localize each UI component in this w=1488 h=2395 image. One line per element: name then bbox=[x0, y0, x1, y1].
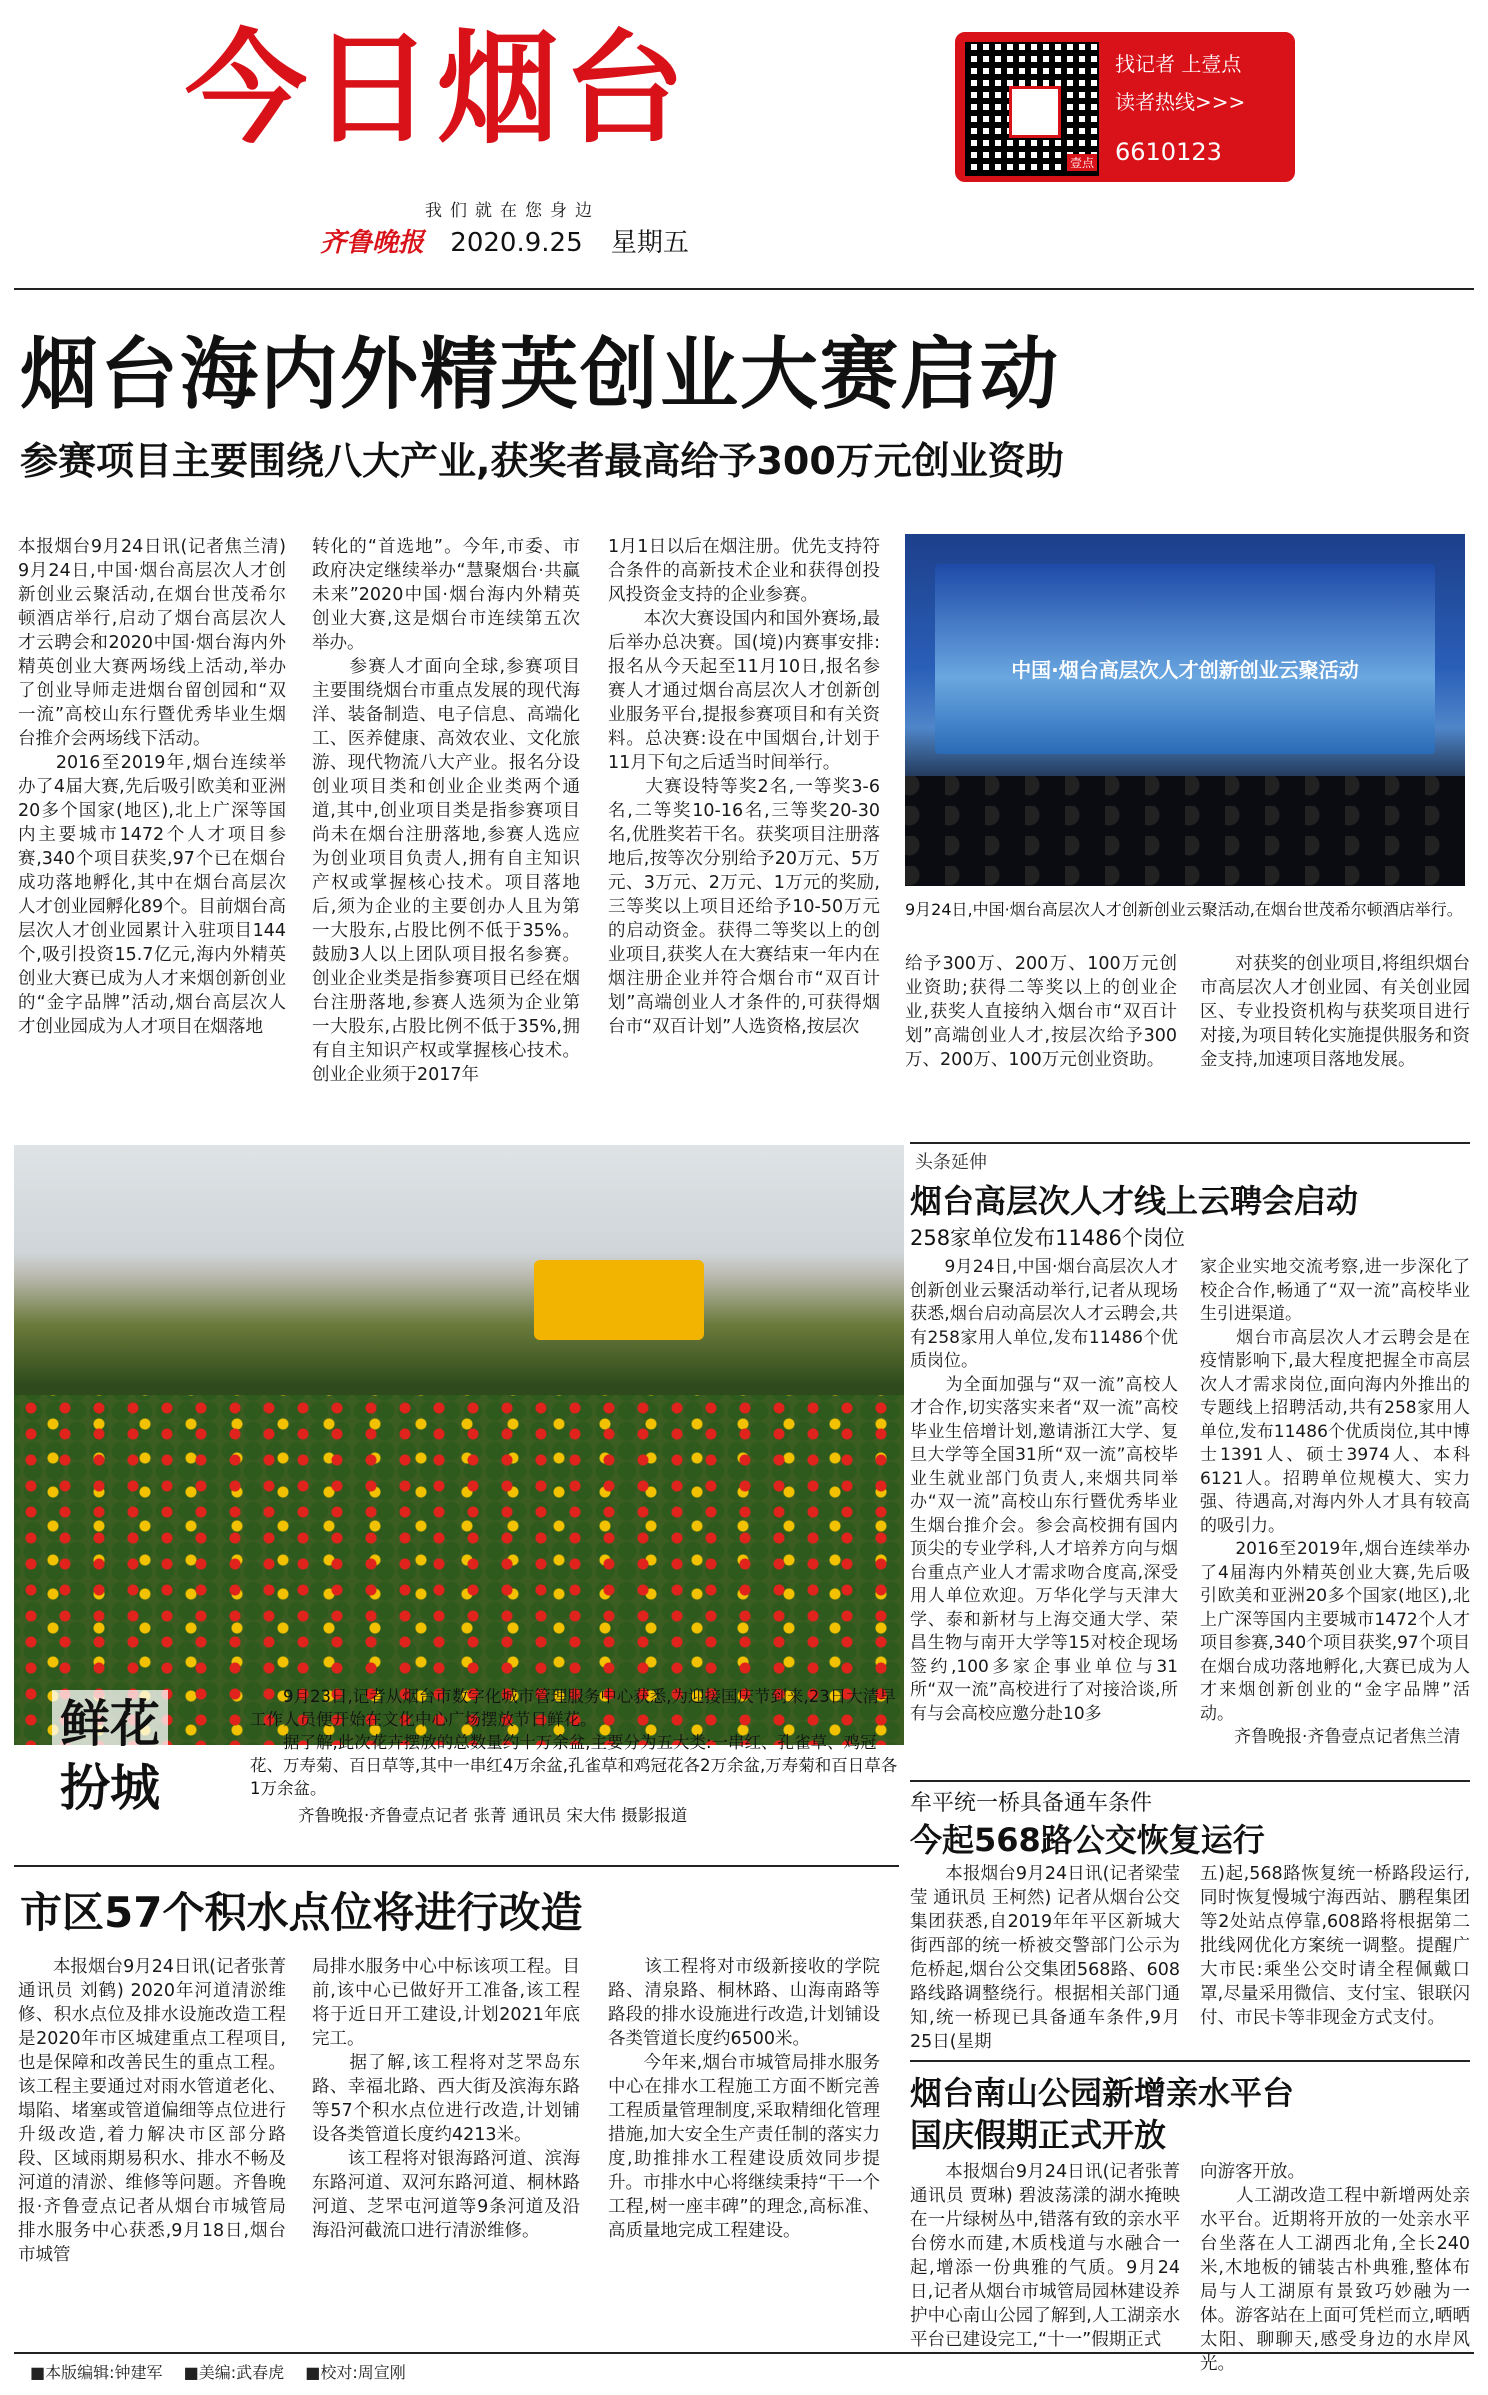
flowers-photo bbox=[14, 1145, 904, 1745]
talent-col-2: 家企业实地交流考察,进一步深化了校企合作,畅通了“双一流”高校毕业生引进渠道。 烟台市高层次人才云聘会是在疫情影响下,最大程度把握全市高层次人才需求岗位,面向海内外推出的专题线上招聘活动,共有258家用人单位,发布11486个优质岗位,其中博士1391人、硕士3974人、本科6121人。招聘单位规模大、实力强、待遇高,对海内外人才具有较高的吸引力。 2016至2019年,烟台连续举办了4届海内外精英创业大赛,先后吸引欧美和亚洲20多个国家(地区),北上广深等国内主要城市1472个人才项目参赛,340个项目获奖,97个项目在烟台成功落地孵化,大赛已成为人才来烟创新创业的“金字品牌”活动。 齐鲁晚报·齐鲁壹点记者焦兰清 bbox=[1200, 1257, 1470, 1747]
park-divider bbox=[910, 2060, 1470, 2062]
issue-weekday: 星期五 bbox=[610, 228, 689, 258]
talent-subtitle: 258家单位发布11486个岗位 bbox=[910, 1226, 1185, 1250]
conference-photo bbox=[905, 534, 1465, 886]
bus-col-2: 五)起,568路恢复统一桥路段运行,同时恢复慢城宁海西站、鹏程集团等2处站点停靠,608路将根据第二批线网优化方案统一调整。提醒广大市民:乘坐公交时请全程佩戴口罩,尽量采用微信、支付宝、银联闪付、市民卡等非现金方式支付。 bbox=[1200, 1864, 1470, 2028]
flowers-label-line-2: 扮城 bbox=[60, 1759, 160, 1817]
lead-col-1: 本报烟台9月24日讯(记者焦兰清) 9月24日,中国·烟台高层次人才创新创业云聚活动,在烟台世茂希尔顿酒店举行,启动了烟台高层次人才云聘会和2020中国·烟台海内外精英创业大赛两场线上活动,举办了创业导师走进烟台留创园和“双一流”高校山东行暨优秀毕业生烟台推介会两场线下活动。 2016至2019年,烟台连续举办了4届大赛,先后吸引欧美和亚洲20多个国家(地区),北上广深等国内主要城市1472个人才项目参赛,340个项目获奖,97个已在烟台成功落地孵化,其中在烟台高层次人才创业园孵化89个。目前烟台高层次人才创业园累计入驻项目144个,吸引投资15.7亿元,海内外精英创业大赛已成为人才来烟创新创业的“金字品牌”活动,烟台高层次人才创业园成为人才项目在烟落地 bbox=[18, 537, 286, 1037]
water-divider bbox=[14, 1865, 899, 1867]
flowers-credit: 齐鲁晚报·齐鲁壹点记者 张菁 通讯员 宋大伟 摄影报道 bbox=[298, 1806, 688, 1825]
bus-col-1: 本报烟台9月24日讯(记者梁莹莹 通讯员 王柯然) 记者从烟台公交集团获悉,自2019年年平区新城大街西部的统一桥被交警部门公示为危桥起,烟台公交集团568路、608路线路调整绕行。根据相关部门通知,统一桥现已具备通车条件,9月25日(星期 bbox=[910, 1864, 1180, 2052]
qr-line-1: 找记者 上壹点 bbox=[1115, 52, 1242, 76]
footer-editor: ■本版编辑:钟建军 bbox=[30, 2363, 163, 2382]
talent-divider bbox=[910, 1142, 1470, 1144]
bus-kicker: 牟平统一桥具备通车条件 bbox=[910, 1791, 1153, 1816]
footer-divider bbox=[14, 2352, 1474, 2354]
lead-col-2: 转化的“首选地”。今年,市委、市政府决定继续举办“慧聚烟台·共赢未来”2020中国·烟台海内外精英创业大赛,这是烟台市连续第五次举办。 参赛人才面向全球,参赛项目主要围绕烟台市重点发展的现代海洋、装备制造、电子信息、高端化工、医养健康、高效农业、文化旅游、现代物流八大产业。报名分设创业项目类和创业企业类两个通道,其中,创业项目类是指参赛项目尚未在烟台注册落地,参赛人选应为创业项目负责人,拥有自主知识产权或掌握核心技术。项目落地后,须为企业的主要创办人且为第一大股东,占股比例不低于35%。鼓励3人以上团队项目报名参赛。创业企业类是指参赛项目已经在烟台注册落地,参赛人选须为企业第一大股东,占股比例不低于35%,拥有自主知识产权或掌握核心技术。创业企业须于2017年 bbox=[312, 537, 580, 1085]
conference-caption: 9月24日,中国·烟台高层次人才创新创业云聚活动,在烟台世茂希尔顿酒店举行。 bbox=[905, 900, 1463, 919]
flowers-label-line-1: 鲜花 bbox=[60, 1695, 160, 1753]
footer bbox=[30, 2360, 406, 2383]
park-col-1: 本报烟台9月24日讯(记者张菁 通讯员 贾琳) 碧波荡漾的湖水掩映在一片绿树丛中,错落有致的亲水平台傍水而建,木质栈道与水融合一起,增添一份典雅的气质。9月24日,记者从烟台市城管局园林建设养护中心南山公园了解到,人工湖亲水平台已建设完工,“十一”假期正式 bbox=[910, 2162, 1180, 2350]
qr-box[interactable] bbox=[955, 32, 1295, 182]
talent-title: 烟台高层次人才线上云聘会启动 bbox=[910, 1182, 1359, 1220]
audience bbox=[905, 776, 1465, 886]
water-title: 市区57个积水点位将进行改造 bbox=[20, 1888, 583, 1937]
bus-divider bbox=[910, 1780, 1470, 1782]
slogan: 我们就在您身边 bbox=[425, 201, 600, 221]
lead-col-5: 对获奖的创业项目,将组织烟台市高层次人才创业园、有关创业园区、专业投资机构与获奖项目进行对接,为项目转化实施提供服务和资金支持,加速项目落地发展。 bbox=[1200, 954, 1470, 1070]
flowers-caption bbox=[250, 1685, 900, 1827]
hotline-number: 6610123 bbox=[1115, 138, 1222, 166]
truck bbox=[534, 1260, 704, 1340]
issue-date: 2020.9.25 bbox=[450, 228, 583, 258]
talent-col-1: 9月24日,中国·烟台高层次人才创新创业云聚活动举行,记者从现场获悉,烟台启动高层次人才云聘会,共有258家用人单位,发布11486个优质岗位。 为全面加强与“双一流”高校人才合作,切实落实来者“双一流”高校毕业生倍增计划,邀请浙江大学、复旦大学等全国31所“双一流”高校毕业生就业部门负责人,来烟共同举办“双一流”高校山东行暨优秀毕业生烟台推介会。参会高校拥有国内顶尖的专业学科,人才培养方向与烟台重点产业人才需求吻合度高,深受用人单位欢迎。万华化学与天津大学、泰和新材与上海交通大学、荣昌生物与南开大学等15对校企现场签约,100多家企事业单位与31所“双一流”高校进行了对接洽谈,所有与会高校应邀分赴10多 bbox=[910, 1257, 1178, 1724]
qr-line-2: 读者热线>>> bbox=[1115, 90, 1246, 114]
footer-proof: ■校对:周宣刚 bbox=[305, 2363, 406, 2382]
water-col-2: 局排水服务中心中标该项工程。目前,该中心已做好开工准备,该工程将于近日开工建设,计划2021年底完工。 据了解,该工程将对芝罘岛东路、幸福北路、西大街及滨海东路等57个积水点位进行改造,计划铺设各类管道长度约4213米。 该工程将对银海路河道、滨海东路河道、双河东路河道、桐林路河道、芝罘屯河道等9条河道及沿海沿河截流口进行清淤维修。 bbox=[312, 1957, 580, 2241]
masthead-title: 今日烟台 bbox=[185, 18, 689, 160]
park-title-line-2: 国庆假期正式开放 bbox=[910, 2116, 1167, 2154]
flowers-caption-text: 9月23日,记者从烟台市数字化城市管理服务中心获悉,为迎接国庆节到来,23日大清早工作人员便开始在文化中心广场摆放节日鲜花。 据了解,此次花卉摆放的总数量约十万余盆,主要分为五大类:一串红、孔雀草、鸡冠花、万寿菊、百日草等,其中一串红4万余盆,孔雀草和鸡冠花各2万余盆,万寿菊和百日草各1万余盆。 bbox=[250, 1687, 898, 1798]
water-col-3: 该工程将对市级新接收的学院路、清泉路、桐林路、山海南路等路段的排水设施进行改造,计划铺设各类管道长度约6500米。 今年来,烟台市城管局排水服务中心在排水工程施工方面不断完善工程质量管理制度,采取精细化管理措施,加大安全生产责任制的落实力度,助推排水工程建设质效同步提升。市排水中心将继续秉持“干一个工程,树一座丰碑”的理念,高标准、高质量地完成工程建设。 bbox=[608, 1957, 880, 2241]
screen-title: 中国·烟台高层次人才创新创业云聚活动 bbox=[1011, 658, 1359, 682]
footer-designer: ■美编:武春虎 bbox=[183, 2363, 285, 2382]
qr-brand: 壹点 bbox=[1067, 154, 1097, 171]
park-col-2: 向游客开放。 人工湖改造工程中新增两处亲水平台。近期将开放的一处亲水平台坐落在人工湖西北角,全长240米,木地板的铺装古朴典雅,整体布局与人工湖原有景致巧妙融为一体。游客站在上面可凭栏而立,晒晒太阳、聊聊天,感受身边的水岸风光。 bbox=[1200, 2162, 1470, 2374]
lead-col-3: 1月1日以后在烟注册。优先支持符合条件的高新技术企业和获得创投风投资金支持的企业参赛。 本次大赛设国内和国外赛场,最后举办总决赛。国(境)内赛事安排:报名从今天起至11月10日,报名参赛人才通过烟台高层次人才创新创业服务平台,提报参赛项目和有关资料。总决赛:设在中国烟台,计划于11月下旬之后适当时间举行。 大赛设特等奖2名,一等奖3-6名,二等奖10-16名,三等奖20-30名,优胜奖若干名。获奖项目注册落地后,按等次分别给予20万元、5万元、3万元、2万元、1万元的奖励,三等奖以上项目还给予10-50万元的启动资金。获得二等奖以上的创业项目,获奖人在大赛结束一年内在烟注册企业并符合烟台市“双百计划”高端创业人才条件的,可获得烟台市“双百计划”人选资格,按层次 bbox=[608, 537, 880, 1037]
lead-col-4: 给予300万、200万、100万元创业资助;获得二等奖以上的创业企业,获奖人直接纳入烟台市“双百计划”高端创业人才,按层次给予300万、200万、100万元创业资助。 bbox=[905, 954, 1177, 1070]
water-col-1: 本报烟台9月24日讯(记者张菁 通讯员 刘鹤) 2020年河道清淤维修、积水点位及排水设施改造工程是2020年市区城建重点工程项目,也是保障和改善民生的重点工程。该工程主要通过对雨水管道老化、塌陷、堵塞或管道偏细等点位进行升级改造,着力解决市区部分路段、区域雨期易积水、排水不畅及河道的清淤、维修等问题。齐鲁晚报·齐鲁壹点记者从烟台市城管局排水服务中心获悉,9月18日,烟台市城管 bbox=[18, 1957, 286, 2265]
masthead-divider bbox=[14, 288, 1474, 290]
talent-kicker: 头条延伸 bbox=[915, 1152, 987, 1173]
park-title-line-1: 烟台南山公园新增亲水平台 bbox=[910, 2074, 1295, 2112]
lead-headline: 烟台海内外精英创业大赛启动 bbox=[20, 330, 1061, 420]
stage-screen bbox=[935, 564, 1435, 754]
bus-title: 今起568路公交恢复运行 bbox=[910, 1821, 1265, 1859]
flowers-label bbox=[52, 1690, 168, 1822]
paper-logo: 齐鲁晚报 bbox=[320, 228, 425, 258]
dateline bbox=[320, 222, 689, 259]
lead-subhead: 参赛项目主要围绕八大产业,获奖者最高给予300万元创业资助 bbox=[20, 439, 1064, 483]
